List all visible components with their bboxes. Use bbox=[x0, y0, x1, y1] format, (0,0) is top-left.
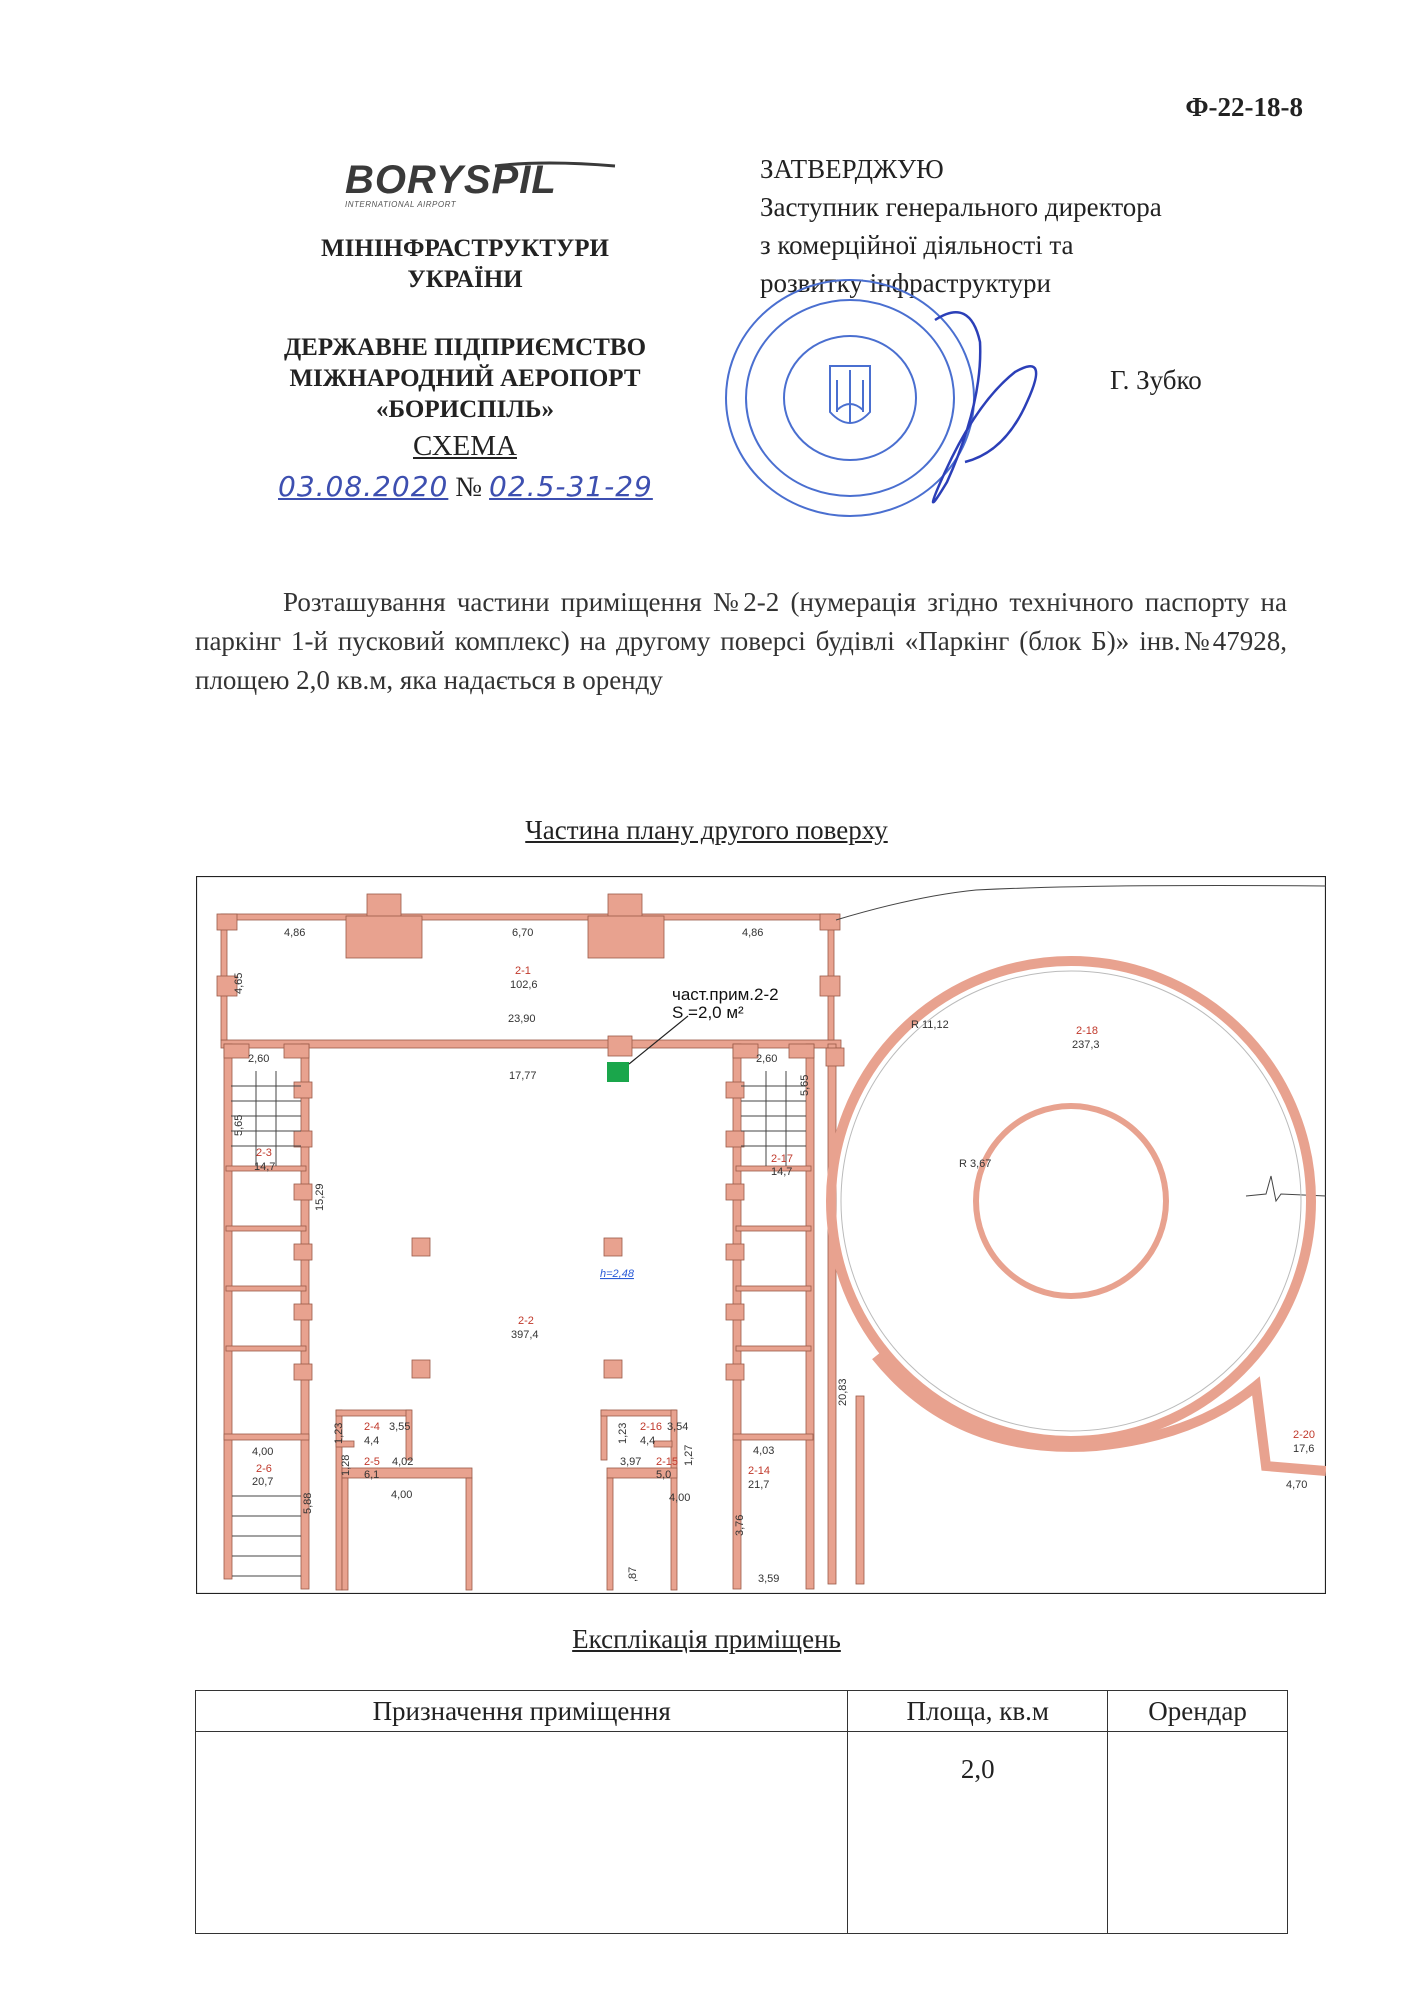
explication-title-text: Експлікація приміщень bbox=[572, 1624, 841, 1654]
ramp-inner-ring bbox=[976, 1106, 1166, 1296]
room-2-2-number: 2-2 bbox=[518, 1315, 534, 1327]
dim-1529: 15,29 bbox=[314, 1183, 326, 1211]
approval-heading: ЗАТВЕРДЖУЮ bbox=[760, 154, 944, 184]
dim-400-c: 4,00 bbox=[669, 1492, 691, 1504]
document-date: 03.08.2020 bbox=[278, 470, 449, 503]
room-2-15-area: 5,0 bbox=[656, 1469, 672, 1481]
room-2-6-number: 2-6 bbox=[256, 1463, 272, 1475]
dim-376: 3,76 bbox=[734, 1514, 746, 1536]
table-header-row bbox=[196, 1691, 1288, 1732]
form-code: Ф-22-18-8 bbox=[1185, 92, 1303, 122]
ramp-outer-ring-inner bbox=[841, 971, 1301, 1431]
document-number: 02.5-31-29 bbox=[489, 470, 653, 503]
dim-359: 3,59 bbox=[758, 1573, 780, 1585]
stairs-bottom-left bbox=[232, 1496, 301, 1576]
enterprise-line3: «БОРИСПІЛЬ» bbox=[376, 396, 554, 423]
dim-465: 4,65 bbox=[233, 972, 245, 994]
ministry-line2: УКРАЇНИ bbox=[407, 266, 523, 293]
enterprise-line2: МІЖНАРОДНИЙ АЕРОПОРТ bbox=[289, 365, 641, 392]
room-2-16-area: 4,4 bbox=[640, 1435, 656, 1447]
radius-367: R 3,67 bbox=[959, 1158, 992, 1170]
dim-2083: 20,83 bbox=[837, 1378, 849, 1406]
room-2-18-area: 237,3 bbox=[1072, 1039, 1100, 1051]
dim-260-right: 2,60 bbox=[756, 1053, 778, 1065]
dim-397: 3,97 bbox=[620, 1456, 642, 1468]
room-2-16-number: 2-16 bbox=[640, 1421, 663, 1433]
document-type bbox=[230, 430, 700, 463]
plan-title bbox=[0, 815, 1413, 846]
leased-area-highlight bbox=[607, 1062, 629, 1082]
dim-128: 1,28 bbox=[340, 1454, 352, 1476]
room-2-5-number: 2-5 bbox=[364, 1456, 380, 1468]
callout-line2: S =2,0 м² bbox=[672, 1003, 744, 1022]
room-2-6-area: 20,7 bbox=[252, 1476, 274, 1488]
dim-260-left: 2,60 bbox=[248, 1053, 270, 1065]
dim-127: 1,27 bbox=[683, 1444, 695, 1466]
dim-402: 4,02 bbox=[392, 1456, 414, 1468]
room-2-14-number: 2-14 bbox=[748, 1465, 771, 1477]
enterprise-line1: ДЕРЖАВНЕ ПІДПРИЄМСТВО bbox=[283, 334, 647, 361]
ministry-name bbox=[230, 233, 700, 295]
number-sign: № bbox=[455, 472, 483, 503]
logo-swoosh-icon bbox=[345, 160, 620, 216]
description bbox=[195, 583, 1287, 700]
cell-purpose bbox=[196, 1732, 848, 1934]
room-2-20-area: 17,6 bbox=[1293, 1443, 1315, 1455]
boryspil-logo bbox=[345, 160, 620, 216]
dim-403: 4,03 bbox=[753, 1445, 775, 1457]
dim-123-left: 1,23 bbox=[333, 1422, 345, 1444]
description-text: Розташування частини приміщення №2-2 (нумерація згідно технічного паспорту на паркінг 1-й пусковий комплекс) на другому поверсі будівлі «Паркінг (блок Б)» інв.№47928, площею 2,0 кв.м, яка надається в оренду bbox=[195, 587, 1287, 695]
dim-486-left: 4,86 bbox=[284, 927, 306, 939]
room-2-3-number: 2-3 bbox=[256, 1147, 272, 1159]
registration-line bbox=[278, 470, 653, 504]
dim-354: 3,54 bbox=[667, 1421, 689, 1433]
room-2-1-number: 2-1 bbox=[515, 965, 531, 977]
dim-588: 5,88 bbox=[302, 1492, 314, 1514]
room-2-20-number: 2-20 bbox=[1293, 1429, 1316, 1441]
room-2-18-number: 2-18 bbox=[1076, 1025, 1099, 1037]
stairs-right bbox=[741, 1071, 806, 1166]
dim-355: 3,55 bbox=[389, 1421, 411, 1433]
room-2-15-number: 2-15 bbox=[656, 1456, 679, 1468]
approver-name: Г. Зубко bbox=[1110, 365, 1202, 395]
room-2-4-area: 4,4 bbox=[364, 1435, 380, 1447]
ramp-outer-ring bbox=[831, 961, 1311, 1441]
room-2-5-area: 6,1 bbox=[364, 1469, 380, 1481]
approval-line1: Заступник генерального директора bbox=[760, 192, 1162, 222]
cell-area: 2,0 bbox=[848, 1732, 1108, 1934]
dim-565-right: 5,65 bbox=[799, 1074, 811, 1096]
logo-text: BORYSPIL bbox=[345, 158, 557, 202]
ramp-spiral bbox=[876, 1356, 1326, 1471]
radius-1112: R 11,12 bbox=[911, 1019, 949, 1031]
approval-line3: розвитку інфраструктури bbox=[760, 268, 1051, 298]
dim-400-a: 4,00 bbox=[252, 1446, 274, 1458]
room-2-17-area: 14,7 bbox=[771, 1166, 793, 1178]
approval-line2: з комерційної діяльності та bbox=[760, 230, 1074, 260]
dim-486-right: 4,86 bbox=[742, 927, 764, 939]
enterprise-name bbox=[230, 332, 700, 425]
plan-title-text: Частина плану другого поверху bbox=[525, 815, 888, 845]
logo-subtext: INTERNATIONAL AIRPORT bbox=[345, 200, 457, 209]
plan-labels bbox=[233, 927, 1315, 1585]
boundary-line bbox=[836, 886, 1326, 921]
table-row bbox=[196, 1732, 1288, 1934]
height-label: h=2,48 bbox=[600, 1268, 634, 1280]
dim-123-right: 1,23 bbox=[617, 1422, 629, 1444]
dim-400-b: 4,00 bbox=[391, 1489, 413, 1501]
cell-tenant bbox=[1108, 1732, 1288, 1934]
callout-line1: част.прим.2-2 bbox=[672, 985, 779, 1004]
explication-table bbox=[195, 1690, 1288, 1934]
floor-plan bbox=[196, 876, 1326, 1594]
room-2-2-area: 397,4 bbox=[511, 1329, 539, 1341]
dim-2390: 23,90 bbox=[508, 1013, 536, 1025]
dim-670: 6,70 bbox=[512, 927, 534, 939]
document-type-text: СХЕМА bbox=[413, 430, 517, 462]
room-2-4-number: 2-4 bbox=[364, 1421, 380, 1433]
room-2-14-area: 21,7 bbox=[748, 1479, 770, 1491]
dim-1777: 17,77 bbox=[509, 1070, 537, 1082]
column-header-tenant: Орендар bbox=[1108, 1691, 1288, 1732]
column-header-purpose: Призначення приміщення bbox=[196, 1691, 848, 1732]
column-header-area: Площа, кв.м bbox=[848, 1691, 1108, 1732]
dim-565-left: 5,65 bbox=[233, 1114, 245, 1136]
room-2-1-area: 102,6 bbox=[510, 979, 538, 991]
dim-087: ,87 bbox=[627, 1566, 639, 1582]
ministry-line1: МІНІНФРАСТРУКТУРИ bbox=[321, 235, 609, 262]
room-2-3-area: 14,7 bbox=[254, 1161, 276, 1173]
official-stamp bbox=[715, 262, 1045, 542]
explication-title bbox=[0, 1624, 1413, 1655]
room-2-17-number: 2-17 bbox=[771, 1153, 794, 1165]
dim-470: 4,70 bbox=[1286, 1479, 1308, 1491]
